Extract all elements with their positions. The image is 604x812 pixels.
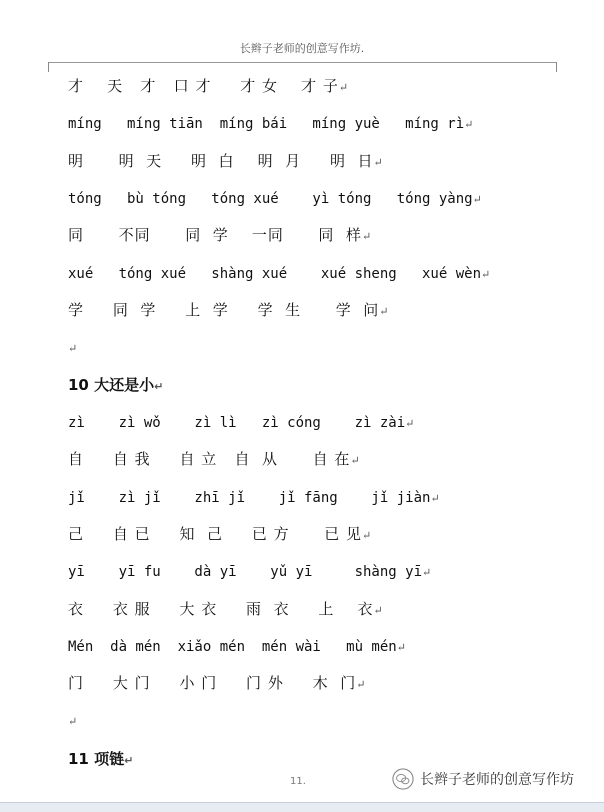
pinyin-line: tóng bù tóng tóng xué yì tóng tóng yàng xyxy=(68,190,473,207)
text-line xyxy=(68,599,383,621)
pinyin-line: Mén dà mén xiǎo mén mén wài mù mén xyxy=(68,638,397,655)
paragraph-mark: ↵ xyxy=(68,342,78,356)
paragraph-mark: ↵ xyxy=(350,454,361,468)
text-line xyxy=(68,710,78,732)
text-line xyxy=(68,263,491,285)
hanzi-line: 己 自 已 知 己 已 方 已 见 xyxy=(68,524,362,543)
hanzi-line: 明 明 天 明 白 明 月 明 日 xyxy=(68,151,374,170)
paragraph-mark: ↵ xyxy=(481,267,491,281)
pinyin-line: xué tóng xué shàng xué xué sheng xué wèn xyxy=(68,265,482,282)
pinyin-line: yī yī fu dà yī yǔ yī shàng yī xyxy=(68,564,423,581)
paragraph-mark: ↵ xyxy=(124,754,134,767)
text-line xyxy=(68,151,383,173)
hanzi-line: 才 天 才 口 才 才 女 才 子 xyxy=(68,77,339,95)
lesson-10-heading xyxy=(68,374,163,395)
paragraph-mark: ↵ xyxy=(154,380,164,393)
paragraph-mark: ↵ xyxy=(405,417,415,430)
text-line xyxy=(68,76,349,98)
hanzi-line: 衣 衣 服 大 衣 雨 衣 上 衣 xyxy=(68,599,374,618)
text-line xyxy=(68,561,432,583)
wechat-icon xyxy=(392,768,414,790)
hanzi-line: 同 不同 同 学 一同 同 样 xyxy=(68,226,362,245)
paragraph-mark: ↵ xyxy=(472,192,483,206)
paragraph-mark: ↵ xyxy=(356,678,366,692)
text-line xyxy=(68,449,360,471)
paragraph-mark: ↵ xyxy=(464,118,474,132)
watermark xyxy=(392,768,574,790)
text-line xyxy=(68,524,372,546)
page-number: 11. xyxy=(290,776,306,787)
paragraph-mark: ↵ xyxy=(361,528,372,542)
pinyin-line: zì zì wǒ zì lì zì cóng zì zài xyxy=(68,415,406,431)
paragraph-mark: ↵ xyxy=(430,491,441,505)
paragraph-mark: ↵ xyxy=(373,155,384,169)
paragraph-mark: ↵ xyxy=(379,304,389,318)
text-line xyxy=(68,300,389,322)
text-line xyxy=(68,487,440,509)
text-line xyxy=(68,636,406,658)
paragraph-mark: ↵ xyxy=(422,566,432,580)
header-rule xyxy=(48,62,556,63)
pinyin-line: jǐ zì jǐ zhī jǐ jǐ fāng jǐ jiàn xyxy=(68,489,431,506)
watermark-text: 长辫子老师的创意写作坊 xyxy=(420,772,574,788)
lesson-11-heading xyxy=(68,748,133,769)
lesson-11-title: 11 项链 xyxy=(68,750,125,768)
hanzi-line: 自 自 我 自 立 自 从 自 在 xyxy=(68,450,351,469)
text-line xyxy=(68,225,372,247)
lesson-10-title: 10 大还是小 xyxy=(68,376,155,394)
page-header: 长辫子老师的创意写作坊. xyxy=(239,42,365,55)
hanzi-line: 门 大 门 小 门 门 外 木 门 xyxy=(68,674,357,693)
text-line xyxy=(68,188,482,210)
hanzi-line: 学 同 学 上 学 学 生 学 问 xyxy=(68,300,380,319)
pinyin-line: míng míng tiān míng bái míng yuè míng rì xyxy=(68,116,465,133)
margin-corner-right xyxy=(546,62,557,72)
paragraph-mark: ↵ xyxy=(396,640,407,654)
paragraph-mark: ↵ xyxy=(68,715,78,729)
text-line xyxy=(68,337,78,359)
paragraph-mark: ↵ xyxy=(338,81,349,94)
text-line xyxy=(68,113,474,135)
paragraph-mark: ↵ xyxy=(361,230,372,244)
paragraph-mark: ↵ xyxy=(373,603,384,617)
text-line xyxy=(68,673,366,695)
margin-corner-left xyxy=(48,62,59,72)
text-line xyxy=(68,412,415,434)
